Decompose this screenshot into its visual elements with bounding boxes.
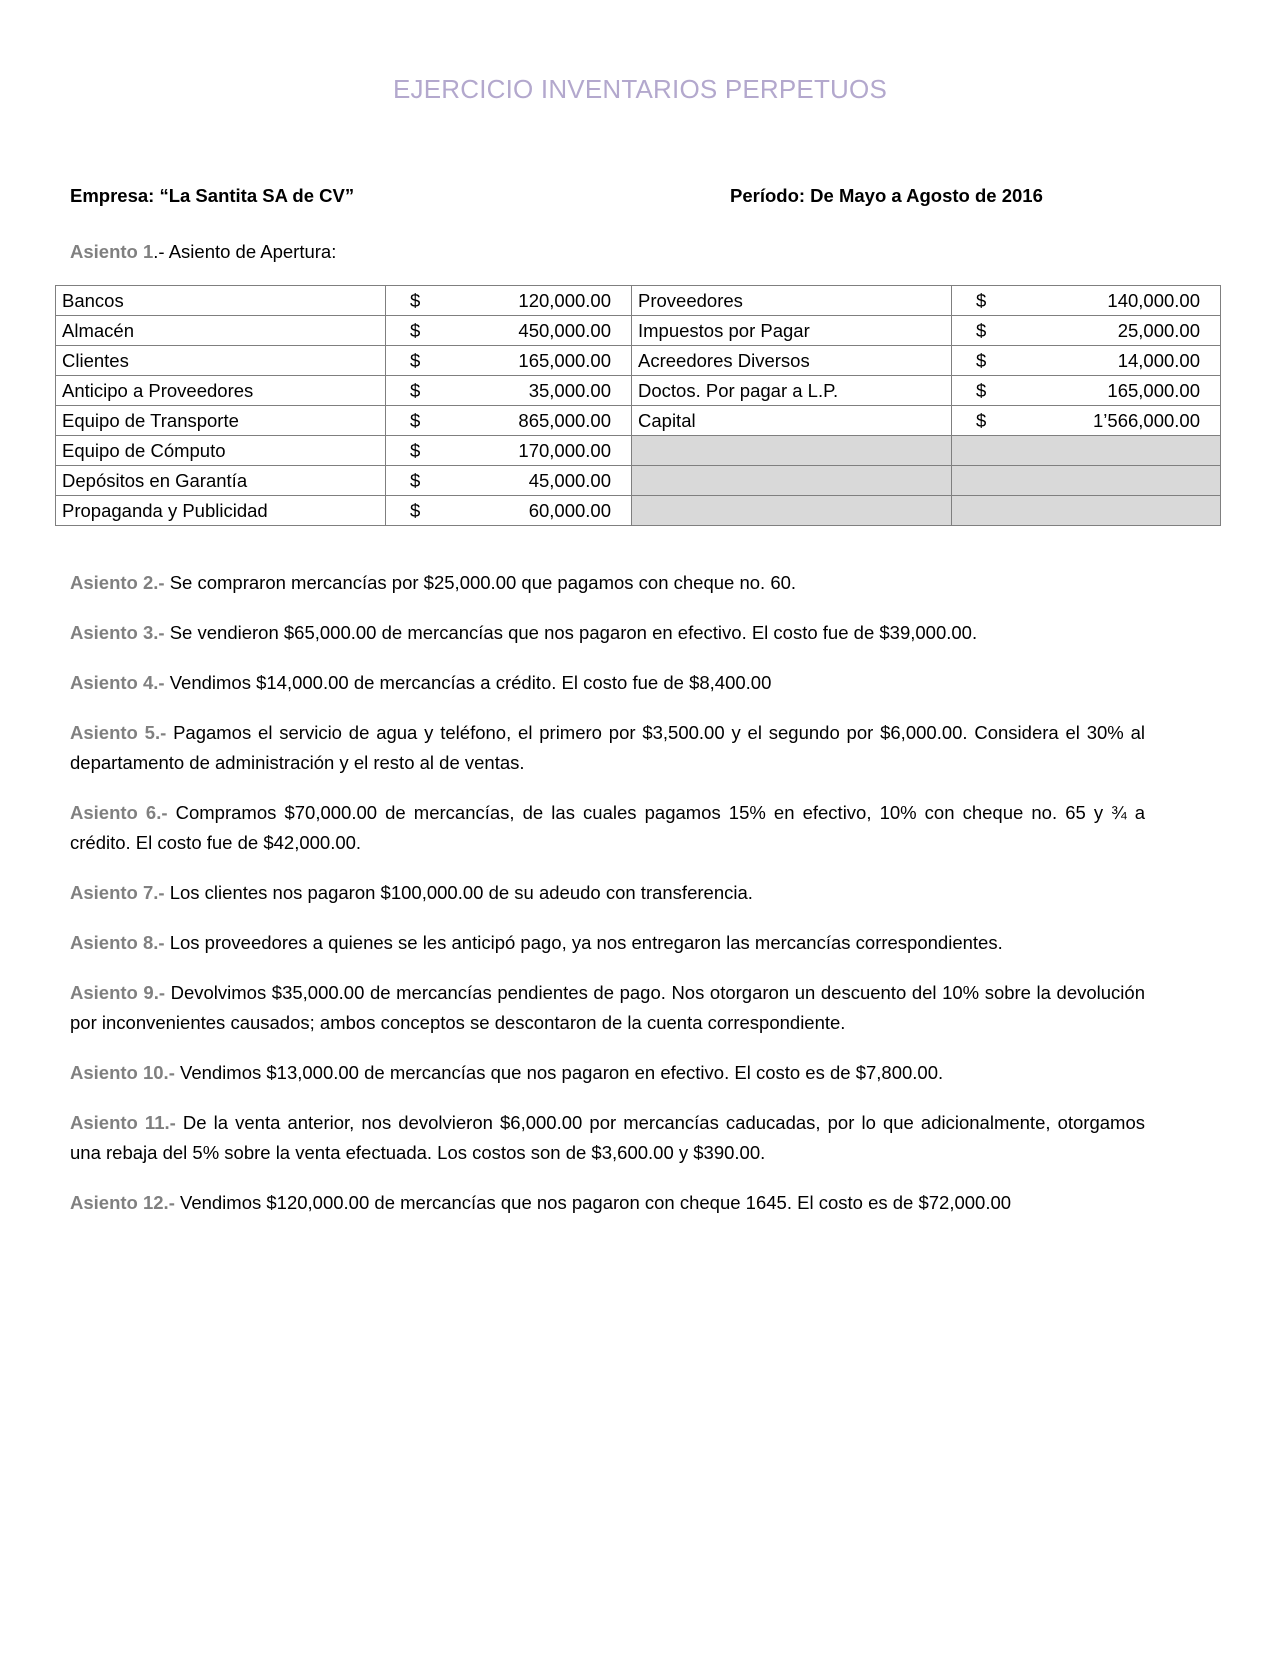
debit-amount [386, 316, 632, 346]
debit-account-name: Propaganda y Publicidad [56, 496, 386, 526]
credit-amount [952, 286, 1221, 316]
amount-value: 60,000.00 [528, 499, 611, 521]
debit-account-name: Equipo de Transporte [56, 406, 386, 436]
opening-entry-table [55, 285, 1221, 526]
asiento-text: Se compraron mercancías por $25,000.00 que pagamos con cheque no. 60. [164, 572, 797, 593]
currency-symbol: $ [410, 319, 421, 341]
currency-symbol: $ [976, 349, 987, 371]
asiento-text: Los proveedores a quienes se les anticipó pago, ya nos entregaron las mercancías correspondientes. [164, 931, 1003, 953]
credit-amount [952, 346, 1221, 376]
table-row [56, 496, 1221, 526]
table-row [56, 466, 1221, 496]
document-body [62, 185, 1200, 1218]
debit-amount [386, 286, 632, 316]
asiento-paragraph [70, 1058, 1145, 1088]
asiento-paragraph [70, 928, 1145, 958]
amount-value: 45,000.00 [528, 469, 611, 491]
debit-amount [386, 466, 632, 496]
amount-value: 25,000.00 [1117, 319, 1200, 341]
amount-value: 14,000.00 [1117, 349, 1200, 371]
credit-account-name-empty [632, 466, 952, 496]
credit-amount-empty [952, 496, 1221, 526]
debit-amount [386, 436, 632, 466]
currency-symbol: $ [410, 439, 421, 461]
amount-value: 165,000.00 [1107, 379, 1200, 401]
debit-account-name: Depósitos en Garantía [56, 466, 386, 496]
debit-amount [386, 496, 632, 526]
asiento-paragraph [70, 878, 1145, 908]
debit-account-name: Equipo de Cómputo [56, 436, 386, 466]
asiento-paragraph [70, 978, 1145, 1038]
amount-value: 450,000.00 [518, 319, 611, 341]
asiento-text: Se vendieron $65,000.00 de mercancías que nos pagaron en efectivo. El costo fue de $39,000.00. [164, 621, 978, 643]
asiento-paragraph [70, 718, 1145, 778]
amount-value: 865,000.00 [518, 409, 611, 431]
asiento-tag: Asiento 10.- [70, 1061, 175, 1083]
company-period-header [70, 185, 1145, 207]
amount-value: 170,000.00 [518, 439, 611, 461]
amount-value: 140,000.00 [1107, 289, 1200, 311]
asiento-text: Vendimos $13,000.00 de mercancías que nos pagaron en efectivo. El costo es de $7,800.00. [174, 1061, 944, 1083]
asientos-list [70, 568, 1145, 1218]
credit-account-name-empty [632, 496, 952, 526]
asiento-tag: Asiento 8.- [70, 931, 165, 953]
currency-symbol: $ [410, 499, 421, 521]
period-label: Período: De Mayo a Agosto de 2016 [730, 185, 1043, 206]
asiento-tag: Asiento 7.- [70, 881, 165, 903]
asiento-tag: Asiento 6.- [70, 801, 168, 823]
currency-symbol: $ [976, 379, 987, 401]
credit-account-name: Capital [632, 406, 952, 436]
currency-symbol: $ [410, 289, 421, 311]
asiento-text: Vendimos $14,000.00 de mercancías a crédito. El costo fue de $8,400.00 [164, 671, 772, 693]
asiento-text: Compramos $70,000.00 de mercancías, de las cuales pagamos 15% en efectivo, 10% con cheque no. 65 y ¾ a crédito. El costo fue de $42,000.00. [70, 801, 1146, 853]
asiento-paragraph [70, 618, 1145, 648]
asiento-text: Devolvimos $35,000.00 de mercancías pendientes de pago. Nos otorgaron un descuento del 10% sobre la devolución por inconvenientes causados; ambos conceptos se descontaron de la cuenta correspondiente. [70, 981, 1145, 1033]
debit-account-name: Almacén [56, 316, 386, 346]
table-row [56, 376, 1221, 406]
asiento-tag: Asiento 3.- [70, 621, 165, 643]
asiento-tag: Asiento 11.- [70, 1111, 176, 1133]
amount-value: 35,000.00 [528, 379, 611, 401]
asiento-tag: Asiento 5.- [70, 721, 167, 743]
credit-account-name: Acreedores Diversos [632, 346, 952, 376]
asiento-1-tag: Asiento 1 [70, 241, 154, 262]
company-name: Empresa: “La Santita SA de CV” [70, 185, 355, 206]
asiento-text: Vendimos $120,000.00 de mercancías que nos pagaron con cheque 1645. El costo es de $72,000.00 [174, 1191, 1012, 1213]
credit-amount-empty [952, 466, 1221, 496]
currency-symbol: $ [410, 409, 421, 431]
credit-account-name: Proveedores [632, 286, 952, 316]
table-row [56, 406, 1221, 436]
asiento-paragraph [70, 668, 1145, 698]
credit-account-name-empty [632, 436, 952, 466]
asiento-1-text: .- Asiento de Apertura: [153, 241, 337, 262]
credit-amount [952, 406, 1221, 436]
currency-symbol: $ [410, 349, 421, 371]
asiento-paragraph [70, 1108, 1145, 1168]
asiento-1-heading [70, 241, 1145, 263]
asiento-paragraph [70, 568, 1145, 598]
credit-amount-empty [952, 436, 1221, 466]
amount-value: 120,000.00 [518, 289, 611, 311]
opening-entry-table-body [56, 286, 1221, 526]
currency-symbol: $ [410, 379, 421, 401]
debit-amount [386, 406, 632, 436]
asiento-text: Pagamos el servicio de agua y teléfono, el primero por $3,500.00 y el segundo por $6,000.00. Considera el 30% al departamento de administración y el resto al de ventas. [70, 721, 1145, 773]
table-row [56, 316, 1221, 346]
table-row [56, 286, 1221, 316]
credit-account-name: Doctos. Por pagar a L.P. [632, 376, 952, 406]
currency-symbol: $ [410, 469, 421, 491]
credit-amount [952, 376, 1221, 406]
asiento-tag: Asiento 9.- [70, 981, 166, 1003]
debit-account-name: Clientes [56, 346, 386, 376]
asiento-paragraph [70, 1188, 1145, 1218]
asiento-text: Los clientes nos pagaron $100,000.00 de su adeudo con transferencia. [164, 881, 753, 903]
credit-account-name: Impuestos por Pagar [632, 316, 952, 346]
currency-symbol: $ [976, 289, 987, 311]
currency-symbol: $ [976, 409, 987, 431]
table-row [56, 346, 1221, 376]
amount-value: 1’566,000.00 [1093, 409, 1200, 431]
page-title: EJERCICIO INVENTARIOS PERPETUOS [392, 74, 888, 104]
asiento-tag: Asiento 12.- [70, 1191, 175, 1213]
asiento-paragraph [70, 798, 1145, 858]
asiento-text: De la venta anterior, nos devolvieron $6,000.00 por mercancías caducadas, por lo que adicionalmente, otorgamos una rebaja del 5% sobre la venta efectuada. Los costos son de $3,600.00 y $390.00. [70, 1111, 1145, 1163]
amount-value: 165,000.00 [518, 349, 611, 371]
debit-amount [386, 346, 632, 376]
currency-symbol: $ [976, 319, 987, 341]
credit-amount [952, 316, 1221, 346]
debit-amount [386, 376, 632, 406]
asiento-tag: Asiento 2.- [70, 572, 165, 593]
debit-account-name: Anticipo a Proveedores [56, 376, 386, 406]
debit-account-name: Bancos [56, 286, 386, 316]
table-row [56, 436, 1221, 466]
asiento-tag: Asiento 4.- [70, 671, 165, 693]
